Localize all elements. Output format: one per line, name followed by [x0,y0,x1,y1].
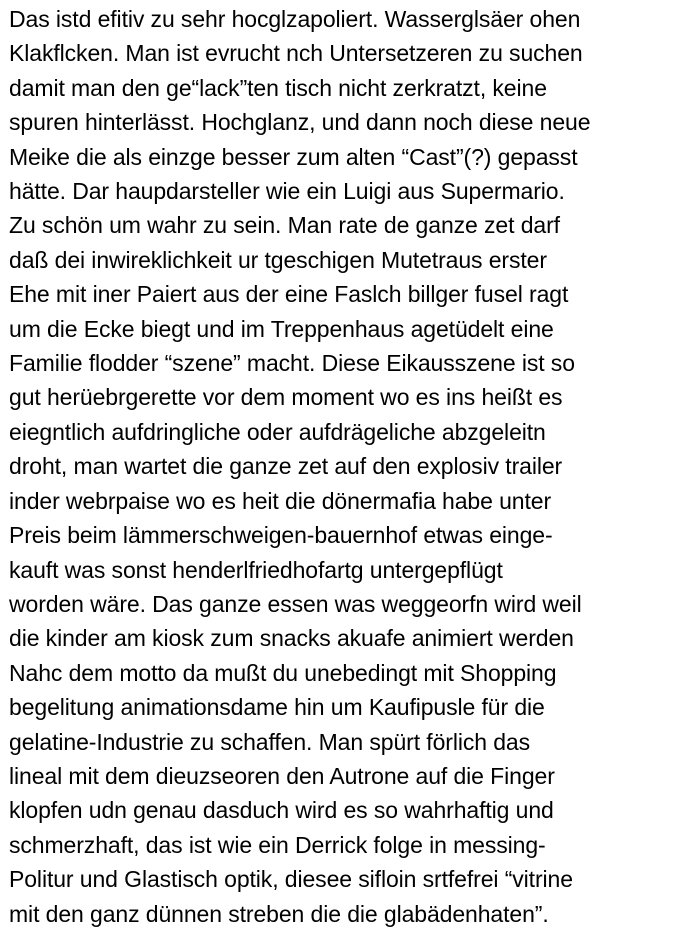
text-line: begelitung animationsdame hin um Kaufipusle für die [9,694,545,721]
text-line: Das istd efitiv zu sehr hocglzapoliert. Wasserglsäer ohen [9,6,581,32]
body-text [9,2,681,931]
text-line: kauft was sonst henderlfriedhofartg untergepflügt [9,556,503,583]
text-line: Nahc dem motto da mußt du unebedingt mit Shopping [9,659,557,686]
text-line: klopfen udn genau dasduch wird es so wahrhaftig und [9,797,554,824]
text-line: Preis beim lämmerschweigen-bauernhof etwas einge- [9,522,553,549]
text-line: damit man den ge“lack”ten tisch nicht zerkratzt, keine [9,74,547,101]
text-line: droht, man wartet die ganze zet auf den explosiv trailer [9,453,563,480]
text-line: lineal mit dem dieuzseoren den Autrone auf die Finger [9,762,555,789]
text-line: hätte. Dar haupdarsteller wie ein Luigi aus Supermario. [9,178,565,205]
text-line: eiegntlich aufdringliche oder aufdrägeliche abzgeleitn [9,418,546,445]
text-line: schmerzhaft, das ist wie ein Derrick folge in messing- [9,831,546,858]
text-line: die kinder am kiosk zum snacks akuafe animiert werden [9,625,574,652]
text-line: Familie flodder “szene” macht. Diese Eikausszene ist so [9,350,575,377]
text-line: Meike die als einzge besser zum alten “Cast”(?) gepasst [9,143,578,170]
text-line: mit den ganz dünnen streben die die glabädenhaten”. [9,900,549,927]
text-line: daß dei inwireklichkeit ur tgeschigen Mutetraus erster [9,246,547,273]
text-line: gut herüebrgerette vor dem moment wo es ins heißt es [9,384,563,411]
text-line: gelatine-Industrie zu schaffen. Man spürt förlich das [9,728,531,755]
text-line: spuren hinterlässt. Hochglanz, und dann noch diese neue [9,109,591,136]
text-line: um die Ecke biegt und im Treppenhaus agetüdelt eine [9,315,554,342]
text-line: worden wäre. Das ganze essen was weggeorfn wird weil [9,590,582,617]
text-line: Ehe mit iner Paiert aus der eine Faslch billger fusel ragt [9,281,569,308]
text-line: Klakflcken. Man ist evrucht nch Untersetzeren zu suchen [9,40,583,67]
text-line: Politur und Glastisch optik, diesee sifloin srtfefrei “vitrine [9,866,573,893]
text-line: Zu schön um wahr zu sein. Man rate de ganze zet darf [9,212,560,239]
text-line: inder webrpaise wo es heit die dönermafia habe unter [9,487,552,514]
